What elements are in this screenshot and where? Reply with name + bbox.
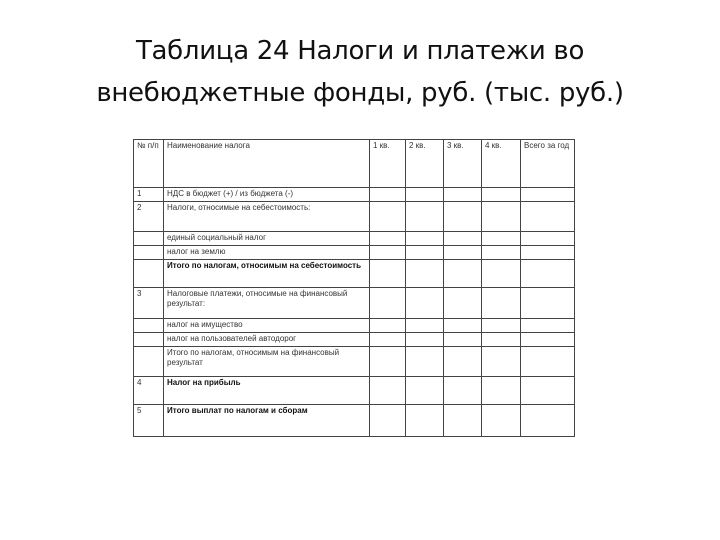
cell-q4	[482, 404, 521, 436]
cell-year	[521, 202, 575, 232]
cell-q4	[482, 188, 521, 202]
cell-q1	[370, 246, 406, 260]
table-header-row	[134, 140, 575, 188]
cell-q3	[444, 346, 482, 376]
row-name: единый социальный налог	[164, 232, 370, 246]
title-line-2: внебюджетные фонды, руб. (тыс. руб.)	[96, 78, 624, 108]
row-name: Итого по налогам, относимым на себестоимость	[164, 260, 370, 288]
header-q1: 1 кв.	[370, 140, 406, 188]
cell-year	[521, 404, 575, 436]
cell-q3	[444, 404, 482, 436]
cell-q2	[406, 318, 444, 332]
cell-q2	[406, 346, 444, 376]
row-num	[134, 318, 164, 332]
table-row	[134, 188, 575, 202]
header-q3: 3 кв.	[444, 140, 482, 188]
cell-q2	[406, 376, 444, 404]
cell-q3	[444, 188, 482, 202]
cell-q4	[482, 260, 521, 288]
row-name: Налоги, относимые на себестоимость:	[164, 202, 370, 232]
cell-q4	[482, 318, 521, 332]
cell-q1	[370, 332, 406, 346]
cell-year	[521, 188, 575, 202]
cell-q3	[444, 202, 482, 232]
cell-q1	[370, 260, 406, 288]
cell-year	[521, 318, 575, 332]
cell-q4	[482, 288, 521, 318]
table-row	[134, 318, 575, 332]
cell-q2	[406, 188, 444, 202]
cell-q1	[370, 404, 406, 436]
cell-q1	[370, 346, 406, 376]
cell-year	[521, 288, 575, 318]
header-num: № п/п	[134, 140, 164, 188]
row-name: налог на пользователей автодорог	[164, 332, 370, 346]
cell-q4	[482, 376, 521, 404]
cell-q1	[370, 232, 406, 246]
table-row	[134, 232, 575, 246]
row-num: 2	[134, 202, 164, 232]
row-num: 5	[134, 404, 164, 436]
cell-q4	[482, 232, 521, 246]
row-name: налог на имущество	[164, 318, 370, 332]
cell-q3	[444, 318, 482, 332]
table-row	[134, 346, 575, 376]
table-row	[134, 260, 575, 288]
table-row	[134, 246, 575, 260]
title-line-1: Таблица 24 Налоги и платежи во	[135, 36, 585, 66]
table-row	[134, 376, 575, 404]
cell-q2	[406, 288, 444, 318]
cell-year	[521, 346, 575, 376]
row-name: налог на землю	[164, 246, 370, 260]
cell-year	[521, 332, 575, 346]
cell-q2	[406, 404, 444, 436]
row-num	[134, 260, 164, 288]
table-row	[134, 202, 575, 232]
cell-q4	[482, 332, 521, 346]
page-title	[0, 30, 720, 114]
cell-q4	[482, 346, 521, 376]
cell-q3	[444, 246, 482, 260]
cell-q3	[444, 332, 482, 346]
row-num	[134, 346, 164, 376]
cell-q1	[370, 376, 406, 404]
row-num: 3	[134, 288, 164, 318]
row-num: 1	[134, 188, 164, 202]
cell-q2	[406, 232, 444, 246]
cell-year	[521, 246, 575, 260]
row-num: 4	[134, 376, 164, 404]
cell-q4	[482, 246, 521, 260]
header-name: Наименование налога	[164, 140, 370, 188]
row-num	[134, 332, 164, 346]
cell-year	[521, 260, 575, 288]
cell-q3	[444, 232, 482, 246]
cell-q2	[406, 332, 444, 346]
cell-q2	[406, 260, 444, 288]
cell-q1	[370, 202, 406, 232]
row-name: Итого по налогам, относимым на финансовый результат	[164, 346, 370, 376]
row-name: НДС в бюджет (+) / из бюджета (-)	[164, 188, 370, 202]
table-row	[134, 288, 575, 318]
cell-q4	[482, 202, 521, 232]
cell-q2	[406, 202, 444, 232]
row-num	[134, 232, 164, 246]
cell-q3	[444, 288, 482, 318]
cell-q2	[406, 246, 444, 260]
cell-q1	[370, 188, 406, 202]
row-name: Налог на прибыль	[164, 376, 370, 404]
cell-q1	[370, 318, 406, 332]
row-name: Налоговые платежи, относимые на финансовый результат:	[164, 288, 370, 318]
header-year: Всего за год	[521, 140, 575, 188]
cell-q3	[444, 260, 482, 288]
table-row	[134, 404, 575, 436]
header-q4: 4 кв.	[482, 140, 521, 188]
row-num	[134, 246, 164, 260]
cell-year	[521, 376, 575, 404]
header-q2: 2 кв.	[406, 140, 444, 188]
cell-q1	[370, 288, 406, 318]
tax-table	[133, 139, 575, 437]
cell-q3	[444, 376, 482, 404]
table-row	[134, 332, 575, 346]
cell-year	[521, 232, 575, 246]
row-name: Итого выплат по налогам и сборам	[164, 404, 370, 436]
